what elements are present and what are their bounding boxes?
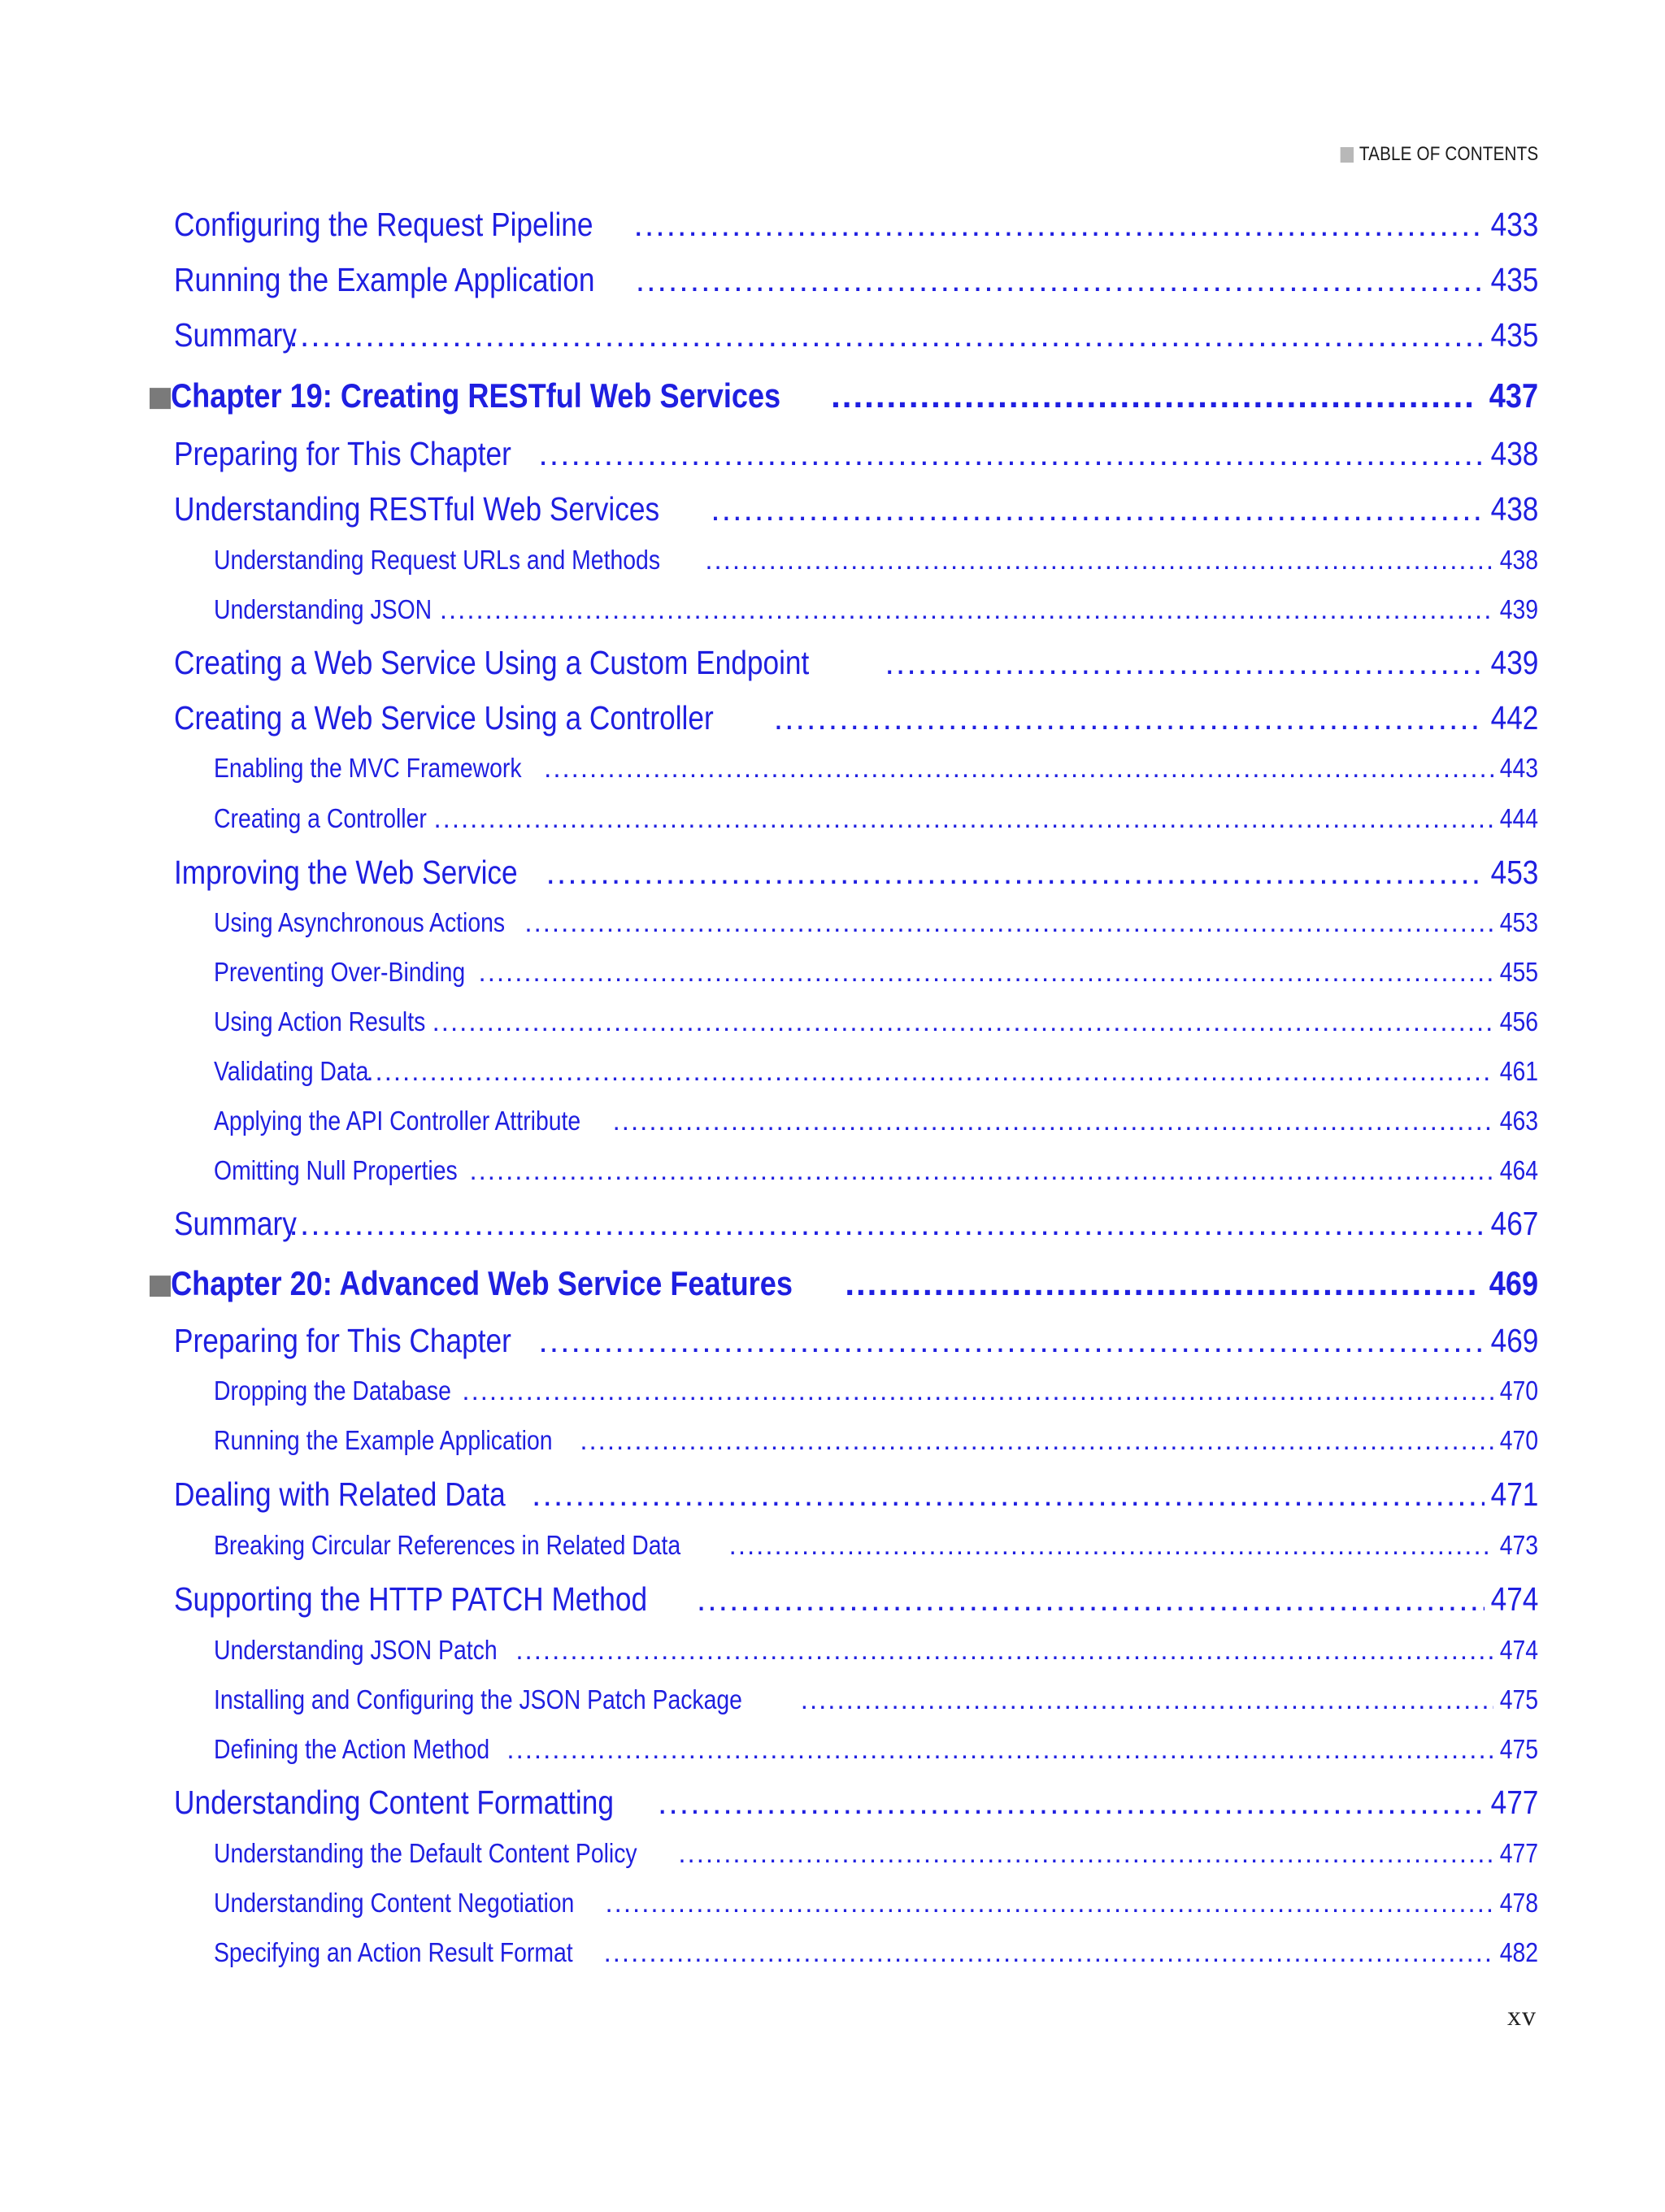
toc-subentry[interactable]: [214, 1006, 1538, 1037]
toc-subentry[interactable]: [214, 957, 1538, 988]
dot-leader: [613, 1106, 1493, 1136]
toc-subentry-title: Understanding Request URLs and Methods: [214, 545, 661, 575]
dot-leader: [705, 545, 1493, 576]
toc-subentry-title: Understanding the Default Content Policy: [214, 1838, 637, 1868]
toc-entry[interactable]: [174, 435, 1538, 473]
dot-leader: [462, 1375, 1493, 1406]
toc-subentry[interactable]: [214, 1888, 1538, 1919]
toc-entry[interactable]: [174, 644, 1538, 682]
dot-leader: [801, 1684, 1493, 1715]
toc-subentry[interactable]: [214, 1056, 1538, 1087]
toc-entry-title: Improving the Web Service: [174, 854, 518, 891]
toc-entry-page: 467: [1490, 1205, 1538, 1242]
toc-entry-title: Understanding Content Formatting: [174, 1784, 614, 1821]
toc-subentry-title: Enabling the MVC Framework: [214, 753, 522, 783]
toc-subentry-page: 475: [1499, 1684, 1538, 1714]
toc-subentry-page: 455: [1499, 957, 1538, 987]
toc-subentry[interactable]: [214, 1635, 1538, 1666]
toc-chapter-title: Chapter 20: Advanced Web Service Features: [171, 1264, 793, 1302]
dot-leader: [479, 957, 1493, 988]
toc-subentry-page: 463: [1499, 1106, 1538, 1136]
toc-subentry[interactable]: [214, 594, 1538, 625]
toc-subentry[interactable]: [214, 803, 1538, 834]
dot-leader: [546, 854, 1484, 892]
toc-subentry[interactable]: [214, 907, 1538, 938]
dot-leader: [678, 1838, 1493, 1869]
dot-leader: [636, 261, 1485, 299]
toc-subentry-page: 477: [1499, 1838, 1538, 1868]
toc-subentry[interactable]: [214, 1106, 1538, 1136]
toc-subentry-page: 461: [1499, 1056, 1538, 1086]
toc-entry[interactable]: [174, 1475, 1538, 1514]
toc-subentry-page: 473: [1499, 1530, 1538, 1560]
toc-entry[interactable]: [174, 1580, 1538, 1619]
toc-subentry-page: 475: [1499, 1734, 1538, 1764]
toc-chapter-entry[interactable]: [151, 1264, 1538, 1303]
toc-subentry-page: 464: [1499, 1155, 1538, 1185]
toc-entry-page: 435: [1490, 261, 1538, 298]
toc-chapter-title: Chapter 19: Creating RESTful Web Services: [171, 376, 781, 415]
dot-leader: [580, 1425, 1493, 1456]
toc-entry-page: 438: [1490, 435, 1538, 472]
toc-entry-title: Supporting the HTTP PATCH Method: [174, 1580, 648, 1618]
toc-entry-title: Creating a Web Service Using a Controller: [174, 699, 714, 737]
toc-subentry-title: Breaking Circular References in Related Data: [214, 1530, 681, 1560]
toc-entry-title: Summary: [174, 1205, 297, 1242]
toc-entry-title: Configuring the Request Pipeline: [174, 206, 593, 243]
toc-entry-page: 474: [1490, 1580, 1538, 1618]
toc-subentry[interactable]: [214, 545, 1538, 576]
toc-subentry-title: Dropping the Database: [214, 1375, 451, 1406]
toc-entry-page: 469: [1490, 1322, 1538, 1359]
toc-entry-page: 442: [1490, 699, 1538, 737]
dot-leader: [606, 1888, 1493, 1919]
dot-leader: [433, 803, 1493, 834]
toc-entry-page: 471: [1490, 1475, 1538, 1513]
toc-subentry-title: Running the Example Application: [214, 1425, 553, 1455]
dot-leader: [729, 1530, 1493, 1561]
toc-entry-page: 477: [1490, 1784, 1538, 1821]
toc-subentry-title: Validating Data: [214, 1056, 369, 1086]
page-number: xv: [1507, 2001, 1537, 2032]
dot-leader: [289, 316, 1484, 354]
toc-subentry-page: 478: [1499, 1888, 1538, 1918]
dot-leader: [658, 1784, 1485, 1822]
toc-chapter-page: 469: [1489, 1264, 1538, 1302]
dot-leader: [506, 1734, 1493, 1765]
dot-leader: [289, 1205, 1484, 1243]
toc-subentry-title: Defining the Action Method: [214, 1734, 490, 1764]
toc-subentry-title: Specifying an Action Result Format: [214, 1937, 573, 1967]
toc-entry-title: Preparing for This Chapter: [174, 1322, 511, 1359]
dot-leader: [433, 1006, 1493, 1037]
toc-subentry-page: 470: [1499, 1425, 1538, 1455]
dot-leader: [544, 753, 1493, 784]
dot-leader: [538, 435, 1484, 473]
toc-subentry-title: Using Asynchronous Actions: [214, 907, 506, 937]
toc-subentry-page: 439: [1499, 594, 1538, 624]
toc-subentry[interactable]: [214, 1734, 1538, 1765]
dot-leader: [532, 1475, 1485, 1514]
toc-subentry[interactable]: [214, 1425, 1538, 1456]
toc-subentry-page: 444: [1499, 803, 1538, 833]
toc-subentry-title: Omitting Null Properties: [214, 1155, 458, 1185]
toc-entry-title: Understanding RESTful Web Services: [174, 490, 660, 528]
dot-leader: [697, 1580, 1485, 1619]
toc-entry[interactable]: [174, 490, 1538, 528]
toc-entry-page: 435: [1490, 316, 1538, 354]
toc-entry-title: Creating a Web Service Using a Custom Endpoint: [174, 644, 810, 681]
toc-subentry-page: 456: [1499, 1006, 1538, 1036]
toc-subentry-title: Understanding JSON Patch: [214, 1635, 498, 1665]
toc-subentry-title: Applying the API Controller Attribute: [214, 1106, 581, 1136]
toc-subentry-title: Installing and Configuring the JSON Patch Package: [214, 1684, 742, 1714]
running-header-label: TABLE OF CONTENTS: [1359, 143, 1538, 165]
toc-subentry-page: 482: [1499, 1937, 1538, 1967]
toc-chapter-page: 437: [1489, 376, 1538, 415]
dot-leader: [711, 490, 1484, 528]
dot-leader: [831, 376, 1476, 415]
toc-entry-page: 433: [1490, 206, 1538, 243]
toc-entry[interactable]: [174, 206, 1538, 244]
toc-entry[interactable]: [174, 1322, 1538, 1360]
toc-subentry-page: 443: [1499, 753, 1538, 783]
toc-subentry[interactable]: [214, 1155, 1538, 1186]
toc-subentry-page: 474: [1499, 1635, 1538, 1665]
toc-chapter-entry[interactable]: [151, 376, 1538, 415]
toc-subentry-page: 470: [1499, 1375, 1538, 1406]
toc-entry[interactable]: [174, 316, 1538, 354]
dot-leader: [469, 1155, 1493, 1186]
toc-subentry[interactable]: [214, 1375, 1538, 1406]
toc-entry[interactable]: [174, 1784, 1538, 1822]
toc-entry-page: 453: [1490, 854, 1538, 891]
running-header: [1340, 143, 1538, 166]
dot-leader: [538, 1322, 1484, 1360]
dot-leader: [885, 644, 1485, 682]
toc-subentry[interactable]: [214, 1530, 1538, 1561]
dot-leader: [604, 1937, 1493, 1968]
toc-subentry[interactable]: [214, 753, 1538, 784]
dot-leader: [774, 699, 1485, 737]
toc-entry-title: Preparing for This Chapter: [174, 435, 511, 472]
toc-subentry-page: 438: [1499, 545, 1538, 575]
dot-leader: [633, 206, 1484, 244]
toc-entry[interactable]: [174, 699, 1538, 737]
toc-subentry-title: Understanding JSON: [214, 594, 433, 624]
toc-entry-page: 439: [1490, 644, 1538, 681]
toc-subentry[interactable]: [214, 1684, 1538, 1715]
toc-subentry[interactable]: [214, 1838, 1538, 1869]
toc-subentry-title: Understanding Content Negotiation: [214, 1888, 575, 1918]
toc-entry[interactable]: [174, 1205, 1538, 1243]
dot-leader: [440, 594, 1493, 625]
toc-subentry[interactable]: [214, 1937, 1538, 1968]
dot-leader: [845, 1264, 1476, 1303]
dot-leader: [524, 907, 1493, 938]
toc-subentry-page: 453: [1499, 907, 1538, 937]
toc-entry-page: 438: [1490, 490, 1538, 528]
toc-subentry-title: Creating a Controller: [214, 803, 427, 833]
header-square-icon: [1340, 147, 1353, 163]
dot-leader: [366, 1056, 1493, 1087]
toc-subentry-title: Using Action Results: [214, 1006, 426, 1036]
toc-entry[interactable]: [174, 261, 1538, 299]
toc-entry[interactable]: [174, 854, 1538, 892]
dot-leader: [515, 1635, 1493, 1666]
toc-entry-title: Summary: [174, 316, 297, 354]
toc-subentry-title: Preventing Over-Binding: [214, 957, 466, 987]
toc-entry-title: Dealing with Related Data: [174, 1475, 506, 1513]
toc-entry-title: Running the Example Application: [174, 261, 595, 298]
